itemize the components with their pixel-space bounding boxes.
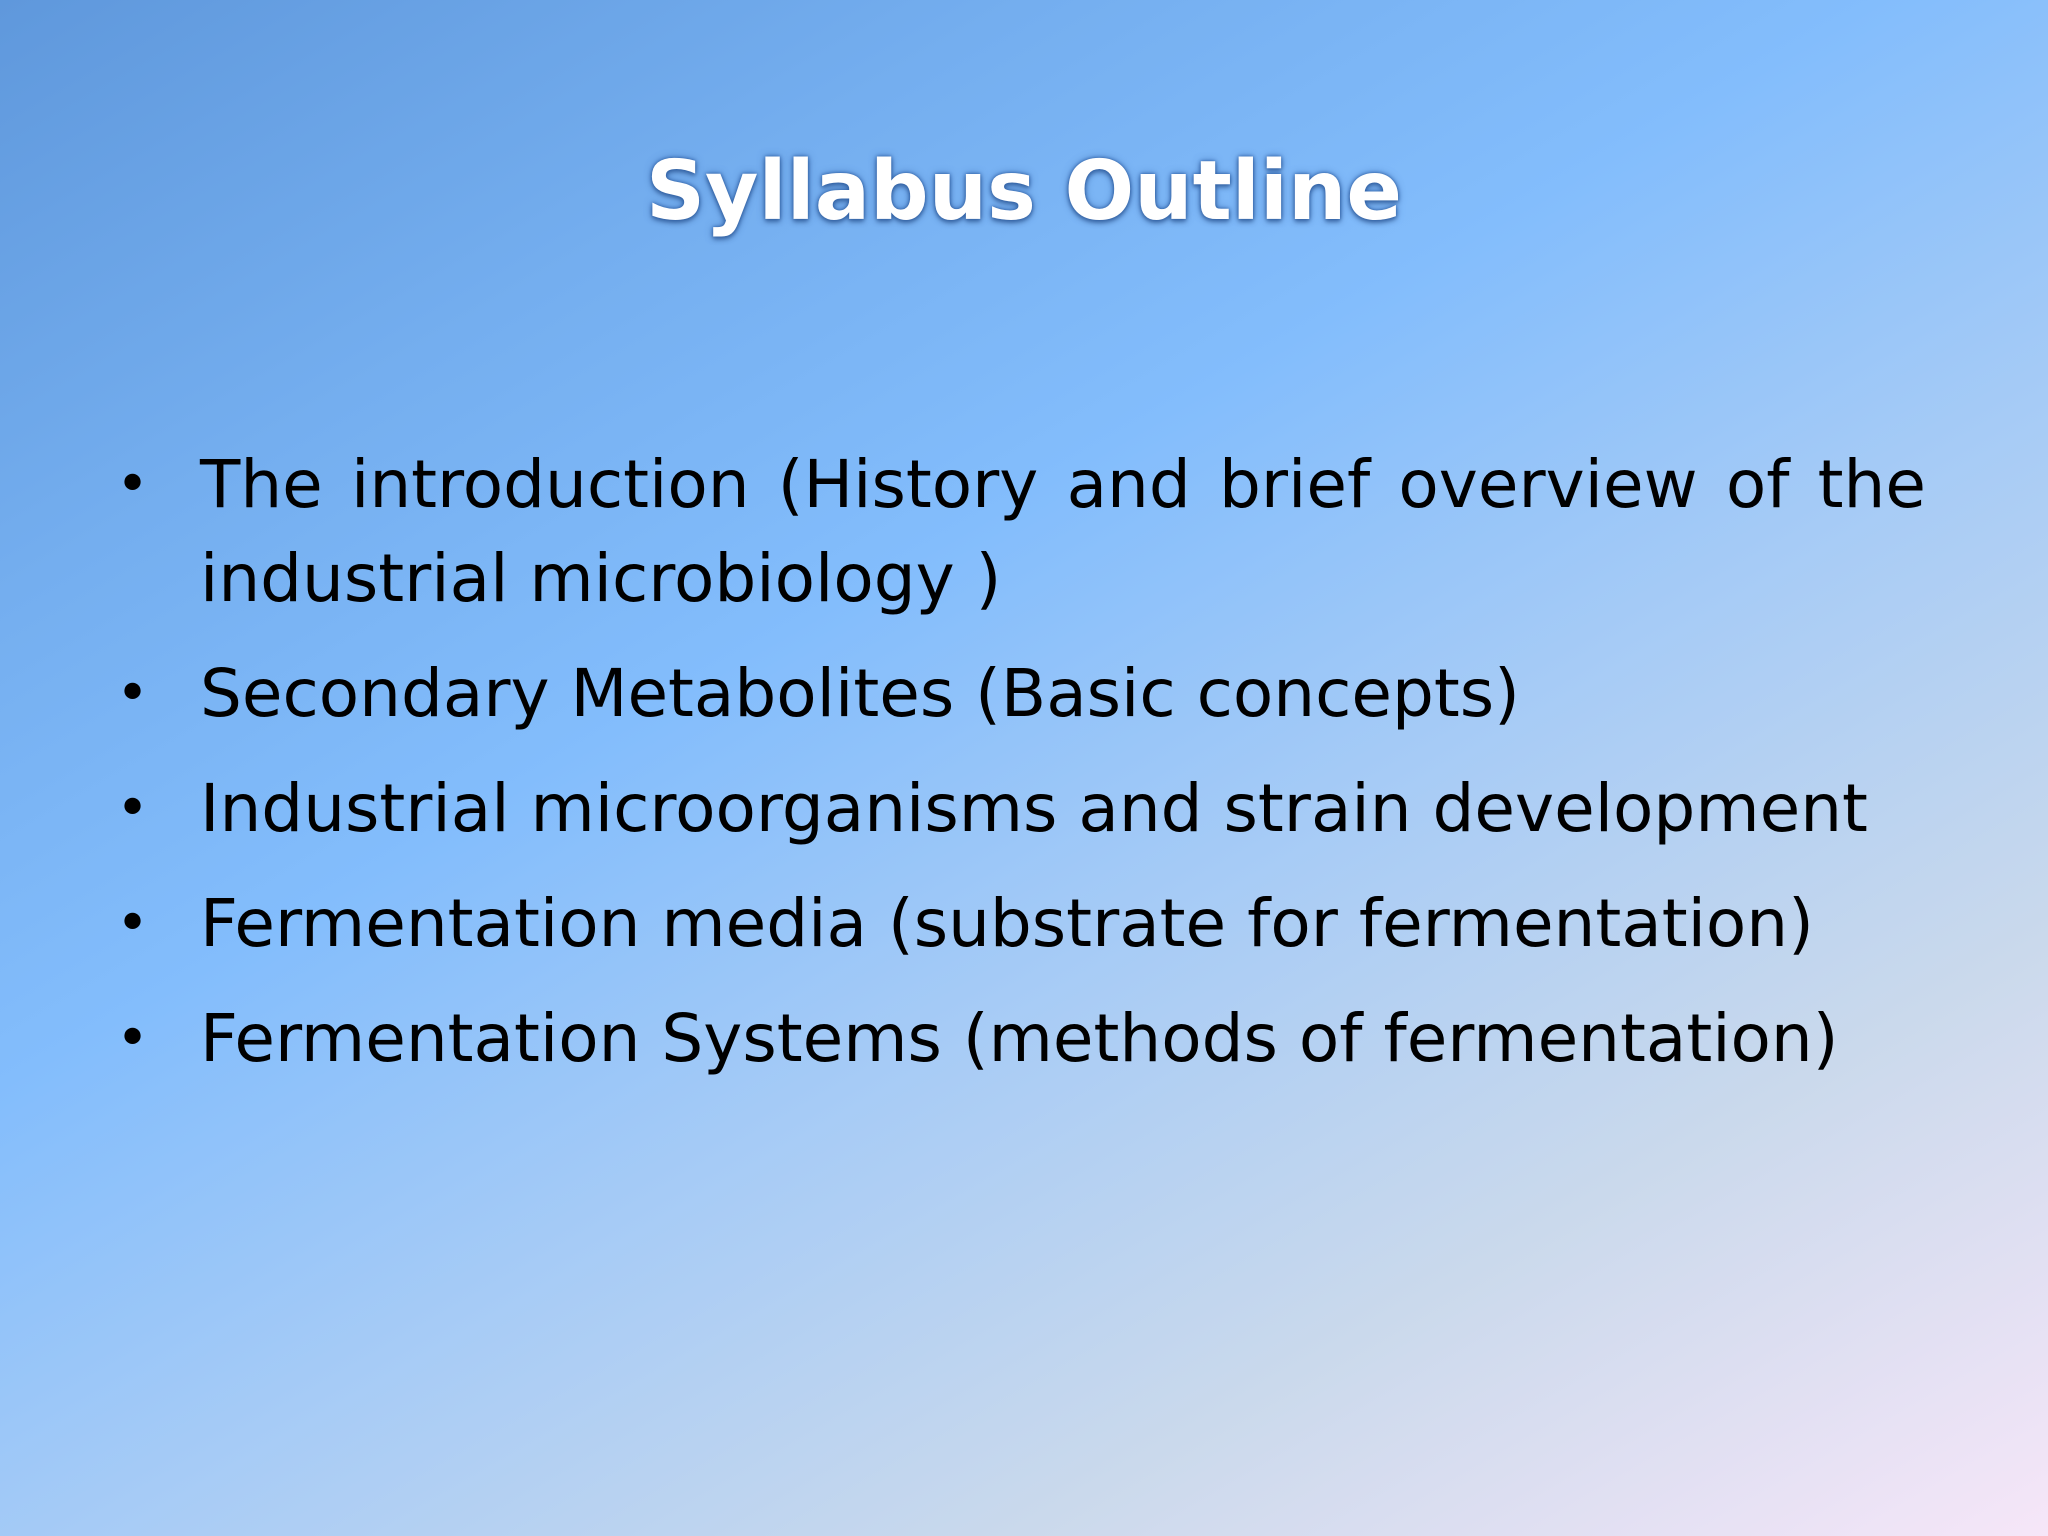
bullet-list bbox=[116, 438, 1926, 1107]
bullet-dot-icon: • bbox=[116, 661, 150, 726]
bullet-text: Fermentation media (substrate for fermentation) bbox=[200, 885, 1814, 962]
list-item bbox=[116, 647, 1926, 741]
bullet-text: Fermentation Systems (methods of fermentation) bbox=[200, 1000, 1839, 1077]
slide-title: Syllabus Outline bbox=[646, 144, 1402, 239]
list-item bbox=[116, 992, 1926, 1086]
bullet-dot-icon: • bbox=[116, 452, 150, 517]
list-item bbox=[116, 762, 1926, 856]
list-item bbox=[116, 438, 1926, 626]
bullet-text: Secondary Metabolites (Basic concepts) bbox=[200, 655, 1520, 732]
bullet-text: The introduction (History and brief overview of the industrial microbiology ) bbox=[200, 446, 1926, 617]
bullet-dot-icon: • bbox=[116, 891, 150, 956]
list-item bbox=[116, 877, 1926, 971]
bullet-text: Industrial microorganisms and strain development bbox=[200, 770, 1868, 847]
bullet-dot-icon: • bbox=[116, 1006, 150, 1071]
bullet-dot-icon: • bbox=[116, 776, 150, 841]
